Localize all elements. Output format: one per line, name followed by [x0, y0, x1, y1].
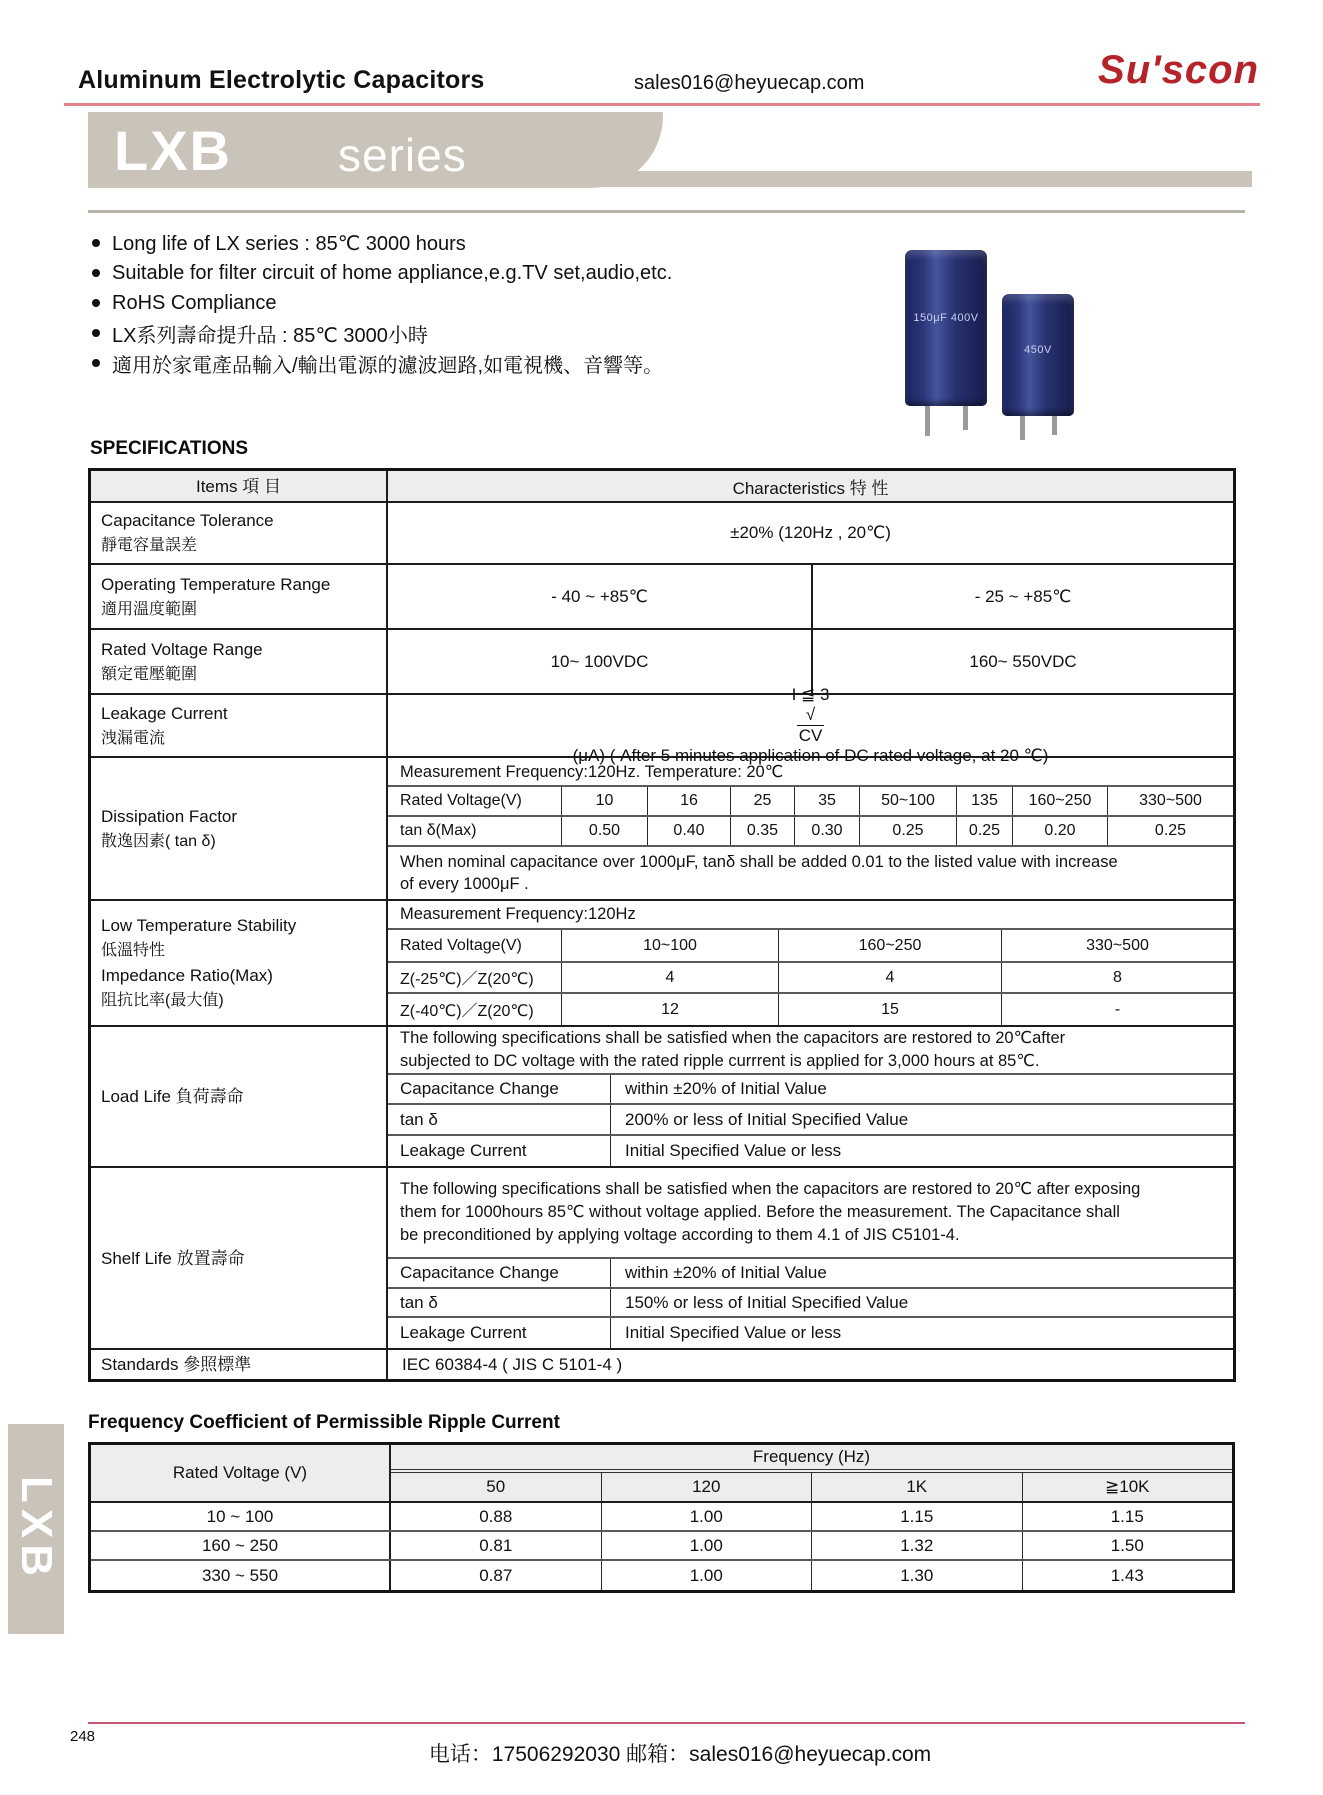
label-en: Operating Temperature Range	[101, 574, 331, 594]
cell: 16	[648, 787, 731, 815]
freq-col: ≧10K	[1105, 1477, 1150, 1496]
cell: Rated Voltage(V)	[388, 787, 562, 815]
bullet-icon	[92, 329, 100, 337]
row-leakage-current	[91, 685, 1233, 765]
cell: 0.35	[731, 817, 795, 845]
shelf-life-row	[388, 1289, 1233, 1319]
freq-rated-voltage-label: Rated Voltage (V)	[91, 1445, 391, 1501]
header-email: sales016@heyuecap.com	[634, 72, 865, 94]
intro-line: subjected to DC voltage with the rated ripple currrent is applied for 3,000 hours at 85℃.	[400, 1052, 1040, 1070]
frequency-table	[88, 1442, 1235, 1593]
label-rated-voltage-range	[91, 630, 388, 693]
rated-voltage-high: 160~ 550VDC	[969, 651, 1077, 671]
op-temp-high: - 25 ~ +85℃	[974, 586, 1072, 606]
capacitor-print: 150μF 400V	[913, 312, 979, 324]
cell: 160 ~ 250	[91, 1532, 391, 1559]
cell: 12	[562, 994, 779, 1025]
dissipation-note	[388, 847, 1233, 899]
label-dissipation-factor	[91, 758, 388, 899]
cell: 35	[795, 787, 860, 815]
label-en: Leakage Current	[101, 703, 228, 723]
banner-rule	[88, 210, 1245, 213]
cell: Initial Specified Value or less	[625, 1140, 842, 1160]
dissipation-voltage-row	[388, 787, 1233, 817]
brand-logo: Su'scon	[1098, 48, 1259, 92]
cell: 0.40	[648, 817, 731, 845]
label-load-life	[91, 1027, 388, 1166]
feature-item	[92, 318, 672, 348]
cell: tan δ	[388, 1105, 611, 1133]
cell: 25	[731, 787, 795, 815]
capacitor-lead	[925, 406, 930, 436]
footer-contact: 电话：17506292030 邮箱：sales016@heyuecap.com	[428, 1743, 932, 1766]
label-shelf-life	[91, 1168, 388, 1348]
cell: within ±20% of Initial Value	[625, 1079, 827, 1099]
cell: 1.30	[812, 1561, 1023, 1590]
cell: 1.00	[602, 1503, 813, 1530]
label-zh: 額定電壓範圍	[101, 665, 198, 683]
banner-strip	[598, 171, 1252, 187]
feature-text: 適用於家電產品輸入/輸出電源的濾波迴路,如電視機、音響等。	[112, 354, 664, 377]
row-dissipation-factor	[91, 756, 1233, 899]
cell: 0.87	[391, 1561, 602, 1590]
feature-text: Suitable for filter circuit of home appliance,e.g.TV set,audio,etc.	[112, 261, 673, 284]
label-en: Standards 參照標準	[101, 1355, 252, 1374]
cell: Z(-25℃)／Z(20℃)	[388, 963, 562, 992]
intro-line: be preconditioned by applying voltage according to them 4.1 of JIS C5101-4.	[400, 1226, 960, 1244]
op-temp-low: - 40 ~ +85℃	[388, 565, 813, 628]
feature-list	[92, 228, 672, 378]
intro-line: The following specifications shall be satisfied when the capacitors are restored to 20℃ after exposing	[400, 1180, 1141, 1198]
shelf-life-row	[388, 1318, 1233, 1348]
feature-item	[92, 258, 672, 288]
footer-rule	[88, 1722, 1245, 1724]
capacitor-photo-small	[1002, 294, 1074, 416]
cell: Capacitance Change	[388, 1259, 611, 1287]
specifications-heading: SPECIFICATIONS	[90, 438, 248, 459]
cell: 10	[562, 787, 648, 815]
col-characteristics: Characteristics 特 性	[388, 471, 1233, 501]
formula-post: (μA) ( After 5 minutes application of DC rated voltage, at 20 ℃)	[572, 746, 1049, 765]
load-life-intro	[388, 1027, 1233, 1075]
load-life-row	[388, 1136, 1233, 1166]
dissipation-measurement: Measurement Frequency:120Hz. Temperature: 20℃	[388, 758, 1233, 787]
cell: 8	[1113, 968, 1122, 986]
freq-hz-label: Frequency (Hz)	[391, 1445, 1232, 1473]
cell: 1.43	[1110, 1565, 1144, 1585]
label-low-temperature-stability	[91, 901, 388, 1025]
capacitor-photo-large	[905, 250, 987, 406]
feature-item	[92, 228, 672, 258]
freq-data-row	[91, 1532, 1232, 1561]
label-zh: 散逸因素( tan δ)	[101, 832, 216, 850]
label-leakage-current	[91, 695, 388, 756]
cell: 160~250	[779, 930, 1002, 961]
page-number: 248	[70, 1728, 96, 1745]
cell: 0.25	[957, 817, 1013, 845]
cell: 1.32	[812, 1532, 1023, 1559]
freq-col: 120	[602, 1473, 813, 1501]
label-en: Impedance Ratio(Max)	[101, 966, 273, 985]
intro-line: them for 1000hours 85℃ without voltage applied. Before the measurement. The Capacitance shall	[400, 1203, 1120, 1221]
lowtemp-z25-row	[388, 963, 1233, 994]
freq-data-row	[91, 1503, 1232, 1532]
label-en: Rated Voltage Range	[101, 639, 263, 659]
cell: 0.20	[1013, 817, 1108, 845]
cell: 135	[957, 787, 1013, 815]
cell: 330 ~ 550	[91, 1561, 391, 1590]
cell: 1.00	[602, 1561, 813, 1590]
shelf-life-intro	[388, 1168, 1233, 1259]
label-standards	[91, 1350, 388, 1379]
label-zh: 低溫特性	[101, 942, 166, 959]
bullet-icon	[92, 239, 100, 247]
cell: 1.50	[1110, 1535, 1144, 1555]
freq-data-row	[91, 1561, 1232, 1590]
row-capacitance-tolerance	[91, 501, 1233, 563]
cell: 0.25	[860, 817, 957, 845]
label-operating-temperature	[91, 565, 388, 628]
cell: Initial Specified Value or less	[625, 1323, 842, 1343]
series-word: series	[338, 129, 467, 181]
lowtemp-z40-row	[388, 994, 1233, 1025]
label-en: Shelf Life 放置壽命	[101, 1248, 245, 1268]
capacitor-print: 450V	[1024, 344, 1052, 356]
label-zh: 阻抗比率(最大值)	[101, 992, 224, 1009]
cell: Z(-40℃)／Z(20℃)	[388, 994, 562, 1025]
load-life-row	[388, 1105, 1233, 1135]
dissipation-tan-row	[388, 817, 1233, 847]
row-shelf-life	[91, 1166, 1233, 1348]
feature-item	[92, 348, 672, 378]
freq-col: 1K	[812, 1473, 1023, 1501]
label-en: Capacitance Tolerance	[101, 511, 274, 530]
cell: 0.88	[391, 1503, 602, 1530]
note-line: When nominal capacitance over 1000μF, tanδ shall be added 0.01 to the listed value with increase	[400, 852, 1118, 871]
radical-sign: √	[805, 705, 816, 724]
cell: 10 ~ 100	[91, 1503, 391, 1530]
cell: 15	[779, 994, 1002, 1025]
intro-line: The following specifications shall be satisfied when the capacitors are restored to 20℃after	[400, 1029, 1066, 1047]
cell: 0.30	[795, 817, 860, 845]
row-load-life	[91, 1025, 1233, 1166]
label-en: Low Temperature Stability	[101, 916, 297, 935]
cell: 4	[779, 963, 1002, 992]
cell: Leakage Current	[388, 1136, 611, 1166]
row-operating-temperature	[91, 563, 1233, 628]
feature-text: LX系列壽命提升品 : 85℃ 3000小時	[112, 324, 428, 347]
feature-item	[92, 288, 672, 318]
cell: 330~500	[1086, 936, 1149, 954]
spec-header-row	[91, 471, 1233, 501]
series-side-tab-label: LXB	[12, 1476, 61, 1582]
cell: 150% or less of Initial Specified Value	[625, 1292, 909, 1312]
page-title: Aluminum Electrolytic Capacitors	[78, 66, 485, 94]
cell: 10~100	[562, 930, 779, 961]
label-capacitance-tolerance	[91, 503, 388, 563]
header-rule	[64, 103, 1260, 106]
feature-text: RoHS Compliance	[112, 291, 277, 314]
cell: 4	[562, 963, 779, 992]
formula-pre: I ≦ 3	[791, 685, 830, 704]
feature-text: Long life of LX series : 85℃ 3000 hours	[112, 232, 466, 255]
cell: 160~250	[1013, 787, 1108, 815]
label-zh: 適用溫度範圍	[101, 600, 198, 618]
cell: 200% or less of Initial Specified Value	[625, 1109, 909, 1129]
cell: Capacitance Change	[388, 1075, 611, 1103]
row-low-temperature-stability	[91, 899, 1233, 1025]
row-rated-voltage-range	[91, 628, 1233, 693]
cell: 1.15	[1110, 1506, 1144, 1526]
series-side-tab	[8, 1424, 64, 1634]
standards-value: IEC 60384-4 ( JIS C 5101-4 )	[402, 1354, 623, 1374]
capacitor-lead	[1020, 416, 1025, 440]
capacitor-lead	[963, 406, 968, 430]
cell: tan δ(Max)	[388, 817, 562, 845]
cell: tan δ	[388, 1289, 611, 1317]
radicand: CV	[798, 726, 823, 745]
lowtemp-voltage-row	[388, 930, 1233, 963]
cell: Rated Voltage(V)	[388, 930, 562, 961]
capacitor-lead	[1052, 416, 1057, 435]
leakage-formula	[388, 685, 1233, 765]
label-zh: 靜電容量誤差	[101, 537, 198, 554]
bullet-icon	[92, 359, 100, 367]
cell: 0.50	[562, 817, 648, 845]
bullet-icon	[92, 269, 100, 277]
row-standards	[91, 1348, 1233, 1379]
col-items: Items 項 目	[91, 471, 388, 501]
series-banner	[88, 112, 663, 188]
shelf-life-row	[388, 1259, 1233, 1289]
freq-col: 50	[391, 1473, 602, 1501]
lowtemp-measurement: Measurement Frequency:120Hz	[388, 901, 1233, 930]
series-code: LXB	[114, 119, 232, 182]
rated-voltage-low: 10~ 100VDC	[388, 630, 813, 693]
cell: -	[1114, 1000, 1121, 1018]
cell: 0.81	[391, 1532, 602, 1559]
load-life-row	[388, 1075, 1233, 1105]
label-en: Load Life 負荷壽命	[101, 1087, 244, 1106]
cell: 330~500	[1139, 792, 1202, 809]
cell: Leakage Current	[388, 1318, 611, 1348]
value-capacitance-tolerance: ±20% (120Hz , 20℃)	[730, 523, 891, 542]
cell: within ±20% of Initial Value	[625, 1262, 827, 1282]
bullet-icon	[92, 299, 100, 307]
freq-column-headers	[391, 1473, 1232, 1501]
frequency-heading: Frequency Coefficient of Permissible Ripple Current	[88, 1412, 560, 1433]
label-zh: 洩漏電流	[101, 729, 166, 747]
specifications-table	[88, 468, 1236, 1382]
label-en: Dissipation Factor	[101, 806, 238, 826]
cell: 1.00	[602, 1532, 813, 1559]
cell: 50~100	[860, 787, 957, 815]
note-line: of every 1000μF .	[400, 874, 529, 893]
cell: 0.25	[1154, 821, 1187, 839]
cell: 1.15	[812, 1503, 1023, 1530]
